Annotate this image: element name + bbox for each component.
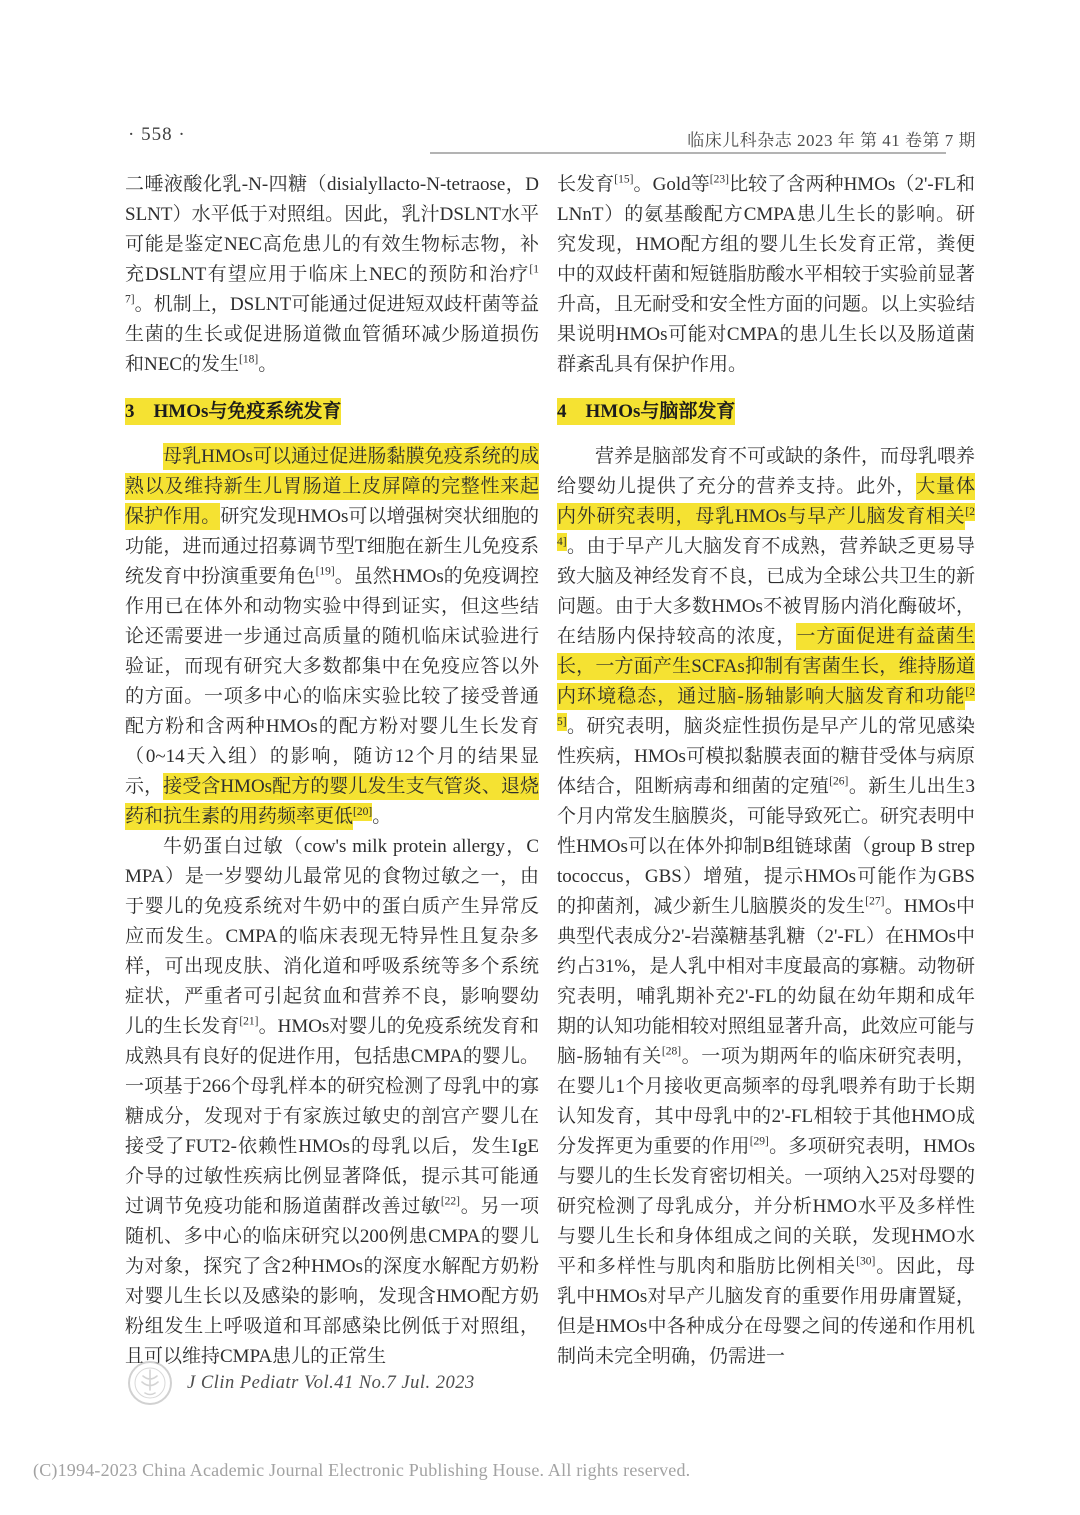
reference-marker: [18] <box>239 353 259 366</box>
text-segment: 一方面促进有益菌生长，一方面产生SCFAs抑制有害菌生长，维持肠道内环境稳态，通过脑-肠轴影响大脑发育和功能 <box>557 623 975 710</box>
text-segment: 母乳HMOs可以通过促进肠黏膜免疫系统的成熟以及维持新生儿胃肠道上皮屏障的完整性来起保护作用。 <box>125 443 539 530</box>
text-segment: 。机制上，DSLNT可能通过促进短双歧杆菌等益生菌的生长或促进肠道微血管循环减少肠道损伤和NEC的发生 <box>125 294 539 375</box>
reference-marker: [20] <box>353 803 372 821</box>
text-segment: 。新生儿出生3个月内常发生脑膜炎，可能导致死亡。研究表明中性HMOs可以在体外抑制B组链球菌（group B streptococcus，GBS）增殖，提示HMOs可能作为GBS的抑菌剂，减少新生儿脑膜炎的发生 <box>557 776 976 917</box>
text-segment: 。另一项随机、多中心的临床研究以200例患CMPA的婴儿为对象，探究了含2种HMOs的深度水解配方奶粉对婴儿生长以及感染的影响，发现含HMO配方奶粉组发生上呼吸道和耳部感染比例低于对照组，且可以维持CMPA患儿的正常生 <box>125 1196 539 1367</box>
page-footer <box>127 1360 475 1406</box>
reference-marker: [24] <box>557 503 975 551</box>
text-segment: 。虽然HMOs的免疫调控作用已在体外和动物实验中得到证实，但这些结论还需要进一步通过高质量的随机临床试验进行验证，而现有研究大多数都集中在免疫应答以外的方面。一项多中心的临床实验比较了接受普通配方粉和含两种HMOs的配方粉对婴儿生长发育（0~14天入组）的影响，随访12个月的结果显示， <box>125 566 539 797</box>
text-segment: 接受含HMOs配方的婴儿发生支气管炎、退烧药和抗生素的用药频率更低 <box>125 773 539 830</box>
reference-marker: [15] <box>614 173 634 186</box>
left-column <box>125 170 539 1372</box>
text-segment: 。研究表明，脑炎症性损伤是早产儿的常见感染性疾病，HMOs可模拟黏膜表面的糖苷受体与病原体结合，阻断病毒和细菌的定殖 <box>557 716 975 797</box>
reference-marker: [29] <box>749 1135 769 1148</box>
text-segment: 二唾液酸化乳-N-四糖（disialyllacto-N-tetraose，DSLNT）水平低于对照组。因此，乳汁DSLNT水平可能是鉴定NEC高危患儿的有效生物标志物，补充DSLNT有望应用于临床上NEC的预防和治疗 <box>125 174 539 285</box>
header-divider <box>430 152 946 154</box>
text-segment: 。HMOs对婴儿的免疫系统发育和成熟具有良好的促进作用，包括患CMPA的婴儿。一项基于266个母乳样本的研究检测了母乳中的寡糖成分，发现对于有家族过敏史的剖宫产婴儿在接受了FUT2-依赖性HMOs的母乳以后，发生IgE介导的过敏性疾病比例显著降低，提示其可能通过调节免疫功能和肠道菌群改善过敏 <box>125 1016 539 1217</box>
text-segment: 大量体内外研究表明，母乳HMOs与早产儿脑发育相关 <box>557 473 975 530</box>
reference-marker: [30] <box>856 1255 876 1268</box>
text-segment: 。HMOs中典型代表成分2'-岩藻糖基乳糖（2'-FL）在HMOs中约占31%，是人乳中相对丰度最高的寡糖。动物研究表明，哺乳期补充2'-FL的幼鼠在幼年期和成年期的认知功能相较对照组显著升高，此效应可能与脑-肠轴有关 <box>557 896 976 1067</box>
section-heading <box>557 397 975 427</box>
reference-marker: [22] <box>440 1195 461 1208</box>
text-segment: 。多项研究表明，HMOs与婴儿的生长发育密切相关。一项纳入25对母婴的研究检测了母乳成分，并分析HMO水平及多样性与婴儿生长和身体组成之间的关联，发现HMO水平和多样性与肌肉和脂肪比例相关 <box>557 1136 976 1277</box>
reference-marker: [28] <box>661 1045 682 1058</box>
text-segment: 长发育 <box>557 174 615 195</box>
reference-marker: [27] <box>865 895 885 908</box>
journal-header-info: 临床儿科杂志 2023 年 第 41 卷第 7 期 <box>687 131 976 150</box>
body-paragraph <box>557 170 975 380</box>
right-column <box>557 170 975 1372</box>
text-segment: 研究发现HMOs可以增强树突状细胞的功能，进而通过招募调节型T细胞在新生儿免疫系统发育中扮演重要角色 <box>125 506 539 587</box>
reference-marker: [26] <box>829 775 849 788</box>
text-segment: 营养是脑部发育不可或缺的条件，而母乳喂养给婴幼儿提供了充分的营养支持。此外， <box>557 446 976 497</box>
text-segment: 牛奶蛋白过敏（cow's milk protein allergy，CMPA）是一岁婴幼儿最常见的食物过敏之一，由于婴儿的免疫系统对牛奶中的蛋白质产生异常反应而发生。CMPA的临床表现无特异性且复杂多样，可出现皮肤、消化道和呼吸系统等多个系统症状，严重者可引起贫血和营养不良，影响婴幼儿的生长发育 <box>125 836 539 1037</box>
text-segment: 。 <box>372 806 392 827</box>
text-segment: 。由于早产儿大脑发育不成熟，营养缺乏更易导致大脑及神经发育不良，已成为全球公共卫生的新问题。由于大多数HMOs不被胃肠内消化酶破坏，在结肠内保持较高的浓度， <box>557 536 976 647</box>
journal-citation: J Clin Pediatr Vol.41 No.7 Jul. 2023 <box>187 1372 475 1393</box>
body-paragraph <box>125 442 539 832</box>
reference-marker: [19] <box>315 565 335 578</box>
body-paragraph <box>125 832 539 1372</box>
text-segment: 。一项为期两年的临床研究表明，在婴儿1个月接收更高频率的母乳喂养有助于长期认知发育，其中母乳中的2'-FL相较于其他HMO成分发挥更为重要的作用 <box>557 1046 975 1157</box>
body-paragraph <box>125 170 539 380</box>
text-segment: 。 <box>258 354 278 375</box>
body-paragraph <box>557 442 975 1372</box>
text-segment: 。因此，母乳中HMOs对早产儿脑发育的重要作用毋庸置疑，但是HMOs中各种成分在母婴之间的传递和作用机制尚未完全明确，仍需进一 <box>557 1256 975 1367</box>
copyright-notice: (C)1994-2023 China Academic Journal Electronic Publishing House. All rights reserved. <box>33 1460 691 1480</box>
section-heading <box>125 397 539 427</box>
text-segment: 3 HMOs与免疫系统发育 <box>125 398 341 425</box>
reference-marker: [23] <box>709 173 729 186</box>
journal-seal-icon <box>127 1360 173 1406</box>
text-segment: 。Gold等 <box>633 174 710 195</box>
text-segment: 4 HMOs与脑部发育 <box>557 398 735 425</box>
reference-marker: [17] <box>125 263 539 306</box>
reference-marker: [25] <box>557 683 975 731</box>
text-segment: 比较了含两种HMOs（2'-FL和LNnT）的氨基酸配方CMPA患儿生长的影响。研究发现，HMO配方组的婴儿生长发育正常，粪便中的双歧杆菌和短链脂肪酸水平相较于实验前显著升高，且无耐受和安全性方面的问题。以上实验结果说明HMOs可能对CMPA的患儿生长以及肠道菌群紊乱具有保护作用。 <box>557 174 976 375</box>
reference-marker: [21] <box>239 1015 259 1028</box>
page-number: · 558 · <box>128 124 186 145</box>
